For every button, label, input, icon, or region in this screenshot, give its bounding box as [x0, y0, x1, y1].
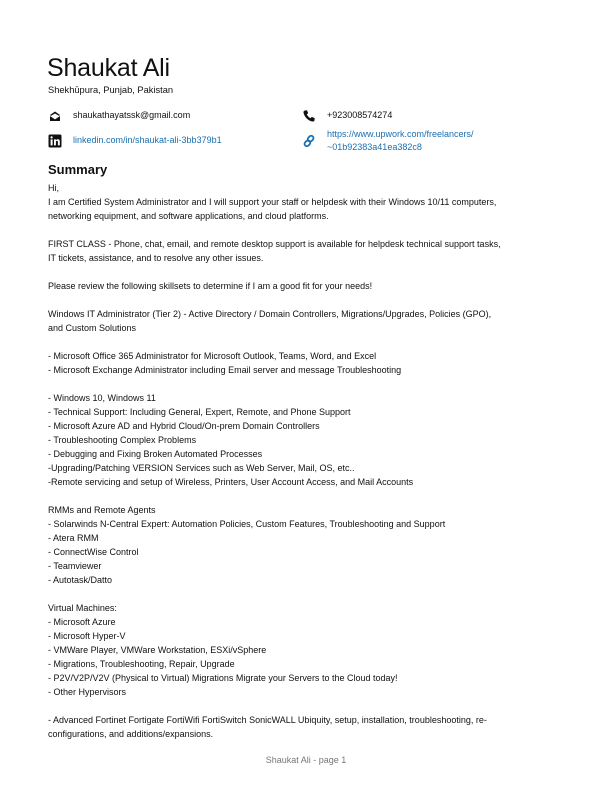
contact-linkedin — [48, 134, 222, 148]
paragraph-spacer — [48, 587, 564, 601]
summary-line: FIRST CLASS - Phone, chat, email, and remote desktop support is available for helpdesk technical support tasks, — [48, 239, 501, 249]
candidate-name: Shaukat Ali — [47, 54, 170, 82]
summary-line: Hi, — [48, 183, 59, 193]
phone-icon — [302, 109, 316, 123]
summary-line: - Advanced Fortinet Fortigate FortiWifi FortiSwitch SonicWALL Ubiquity, setup, installation, troubleshooting, re- — [48, 715, 487, 725]
summary-line: - Teamviewer — [48, 561, 102, 571]
summary-heading: Summary — [48, 162, 108, 177]
paragraph-spacer — [48, 489, 564, 503]
summary-line: - Migrations, Troubleshooting, Repair, Upgrade — [48, 659, 235, 669]
summary-line: IT tickets, assistance, and to resolve any other issues. — [48, 253, 264, 263]
summary-line: RMMs and Remote Agents — [48, 505, 156, 515]
summary-line: and Custom Solutions — [48, 323, 137, 333]
summary-line: - Debugging and Fixing Broken Automated Processes — [48, 449, 263, 459]
paragraph-spacer — [48, 335, 564, 349]
link-icon — [302, 134, 316, 148]
candidate-location: Shekhūpura, Punjab, Pakistan — [48, 85, 174, 95]
summary-line: Windows IT Administrator (Tier 2) - Active Directory / Domain Controllers, Migrations/Upgrades, Policies (GPO), — [48, 309, 492, 319]
paragraph-spacer — [48, 265, 564, 279]
summary-line: Virtual Machines: — [48, 603, 117, 613]
summary-line: - Microsoft Exchange Administrator including Email server and message Troubleshooting — [48, 365, 402, 375]
summary-line: - Other Hypervisors — [48, 687, 127, 697]
summary-line: -Remote servicing and setup of Wireless, Printers, User Account Access, and Mail Accounts — [48, 477, 414, 487]
contact-phone — [302, 109, 392, 123]
summary-line: - Microsoft Hyper-V — [48, 631, 126, 641]
summary-line: - Solarwinds N-Central Expert: Automation Policies, Custom Features, Troubleshooting and Support — [48, 519, 446, 529]
email-icon — [48, 109, 62, 123]
summary-line: - P2V/V2P/V2V (Physical to Virtual) Migrations Migrate your Servers to the Cloud today! — [48, 673, 398, 683]
summary-line: - Windows 10, Windows 11 — [48, 393, 156, 403]
summary-line: - ConnectWise Control — [48, 547, 139, 557]
summary-line: - Microsoft Azure AD and Hybrid Cloud/On-prem Domain Controllers — [48, 421, 320, 431]
paragraph-spacer — [48, 223, 564, 237]
summary-line: - Microsoft Office 365 Administrator for Microsoft Outlook, Teams, Word, and Excel — [48, 351, 377, 361]
contact-email — [48, 109, 190, 123]
summary-line: Please review the following skillsets to determine if I am a good fit for your needs! — [48, 281, 373, 291]
email-link[interactable]: shaukathayatssk@gmail.com — [73, 110, 191, 120]
website-link-line1[interactable]: https://www.upwork.com/freelancers/ — [327, 129, 474, 139]
website-link[interactable] — [327, 128, 474, 154]
page-footer: Shaukat Ali - page 1 — [265, 755, 347, 765]
summary-line: - Troubleshooting Complex Problems — [48, 435, 197, 445]
summary-line: - VMWare Player, VMWare Workstation, ESXi/vSphere — [48, 645, 267, 655]
summary-line: networking equipment, and software applications, and cloud platforms. — [48, 211, 329, 221]
paragraph-spacer — [48, 699, 564, 713]
summary-line: - Atera RMM — [48, 533, 99, 543]
summary-line: I am Certified System Administrator and I will support your staff or helpdesk with their Windows 10/11 computers, — [48, 197, 497, 207]
contact-website — [302, 128, 474, 154]
website-link-line2[interactable]: ~01b92383a41ea382c8 — [327, 142, 422, 152]
summary-line: configurations, and additions/expansions. — [48, 729, 214, 739]
paragraph-spacer — [48, 293, 564, 307]
summary-body — [48, 181, 564, 741]
linkedin-icon — [48, 134, 62, 148]
summary-line: -Upgrading/Patching VERSION Services such as Web Server, Mail, OS, etc.. — [48, 463, 355, 473]
summary-line: - Autotask/Datto — [48, 575, 113, 585]
summary-line: - Technical Support: Including General, Expert, Remote, and Phone Support — [48, 407, 351, 417]
summary-line: - Microsoft Azure — [48, 617, 116, 627]
paragraph-spacer — [48, 377, 564, 391]
linkedin-link[interactable]: linkedin.com/in/shaukat-ali-3bb379b1 — [73, 135, 222, 145]
phone-number: +923008574274 — [327, 110, 393, 120]
